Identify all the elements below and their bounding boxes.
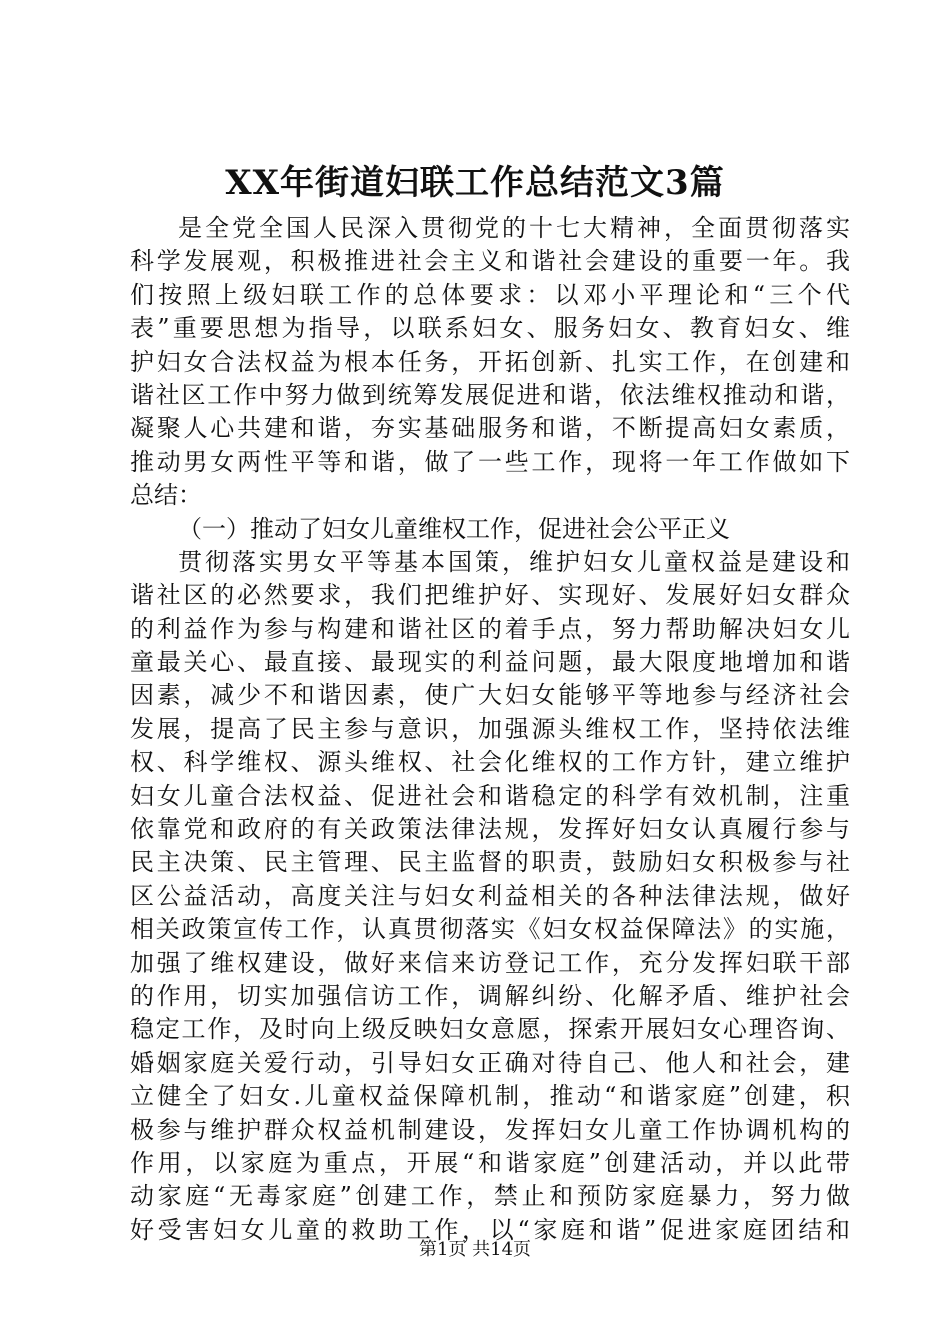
text-line: 好受害妇女儿童的救助工作，以“家庭和谐”促进家庭团结和: [130, 1215, 850, 1244]
text-line: 立健全了妇女.儿童权益保障机制，推动“和谐家庭”创建，积: [130, 1082, 850, 1111]
document-body: [130, 212, 850, 1247]
text-line: 因素，减少不和谐因素，使广大妇女能够平等地参与经济社会: [130, 681, 850, 710]
text-line: 权、科学维权、源头维权、社会化维权的工作方针，建立维护: [130, 748, 850, 777]
text-line: 依靠党和政府的有关政策法律法规，发挥好妇女认真履行参与: [130, 815, 850, 844]
text-line: 发展，提高了民主参与意识，加强源头维权工作，坚持依法维: [130, 714, 850, 743]
text-line: 的作用，切实加强信访工作，调解纠纷、化解矛盾、维护社会: [130, 981, 850, 1010]
text-line: 稳定工作，及时向上级反映妇女意愿，探索开展妇女心理咨询、: [130, 1015, 850, 1044]
text-line: 的利益作为参与构建和谐社区的着手点，努力帮助解决妇女儿: [130, 614, 850, 643]
paragraph-rights: [130, 546, 850, 1247]
text-line: 护妇女合法权益为根本任务，开拓创新、扎实工作，在创建和: [130, 347, 850, 376]
text-line: 谐社区工作中努力做到统筹发展促进和谐，依法维权推动和谐，: [130, 380, 850, 409]
text-line: 民主决策、民主管理、民主监督的职责，鼓励妇女积极参与社: [130, 848, 850, 877]
text-line: 婚姻家庭关爱行动，引导妇女正确对待自己、他人和社会，建: [130, 1048, 850, 1077]
text-line: 妇女儿童合法权益、促进社会和谐稳定的科学有效机制，注重: [130, 781, 850, 810]
text-line: 区公益活动，高度关注与妇女利益相关的各种法律法规，做好: [130, 881, 850, 910]
text-line: 作用，以家庭为重点，开展“和谐家庭”创建活动，并以此带: [130, 1148, 850, 1177]
text-line: 科学发展观，积极推进社会主义和谐社会建设的重要一年。我: [130, 247, 850, 276]
text-line: 童最关心、最直接、最现实的利益问题，最大限度地增加和谐: [130, 648, 850, 677]
text-line: 极参与维护群众权益机制建设，发挥妇女儿童工作协调机构的: [130, 1115, 850, 1144]
text-line: 总结：: [130, 481, 202, 510]
text-line: 是全党全国人民深入贯彻党的十七大精神，全面贯彻落实: [178, 214, 850, 242]
section-heading: （一）推动了妇女儿童维权工作，促进社会公平正义: [178, 514, 730, 543]
paragraph-intro: [130, 212, 850, 513]
text-line: 们按照上级妇联工作的总体要求：以邓小平理论和“三个代: [130, 280, 850, 309]
text-line: 推动男女两性平等和谐，做了一些工作，现将一年工作做如下: [130, 447, 850, 476]
text-line: 凝聚人心共建和谐，夯实基础服务和谐，不断提高妇女素质，: [130, 414, 850, 443]
text-line: 加强了维权建设，做好来信来访登记工作，充分发挥妇联干部: [130, 948, 850, 977]
text-line: 谐社区的必然要求，我们把维护好、实现好、发展好妇女群众: [130, 581, 850, 610]
page-number: 第1页 共14页: [418, 1239, 532, 1260]
text-line: 表”重要思想为指导，以联系妇女、服务妇女、教育妇女、维: [130, 314, 850, 343]
text-line: 动家庭“无毒家庭”创建工作，禁止和预防家庭暴力，努力做: [130, 1182, 850, 1211]
document-title: XX年街道妇联工作总结范文3篇: [225, 163, 725, 203]
text-line: 相关政策宣传工作，认真贯彻落实《妇女权益保障法》的实施，: [130, 915, 850, 944]
text-line: 贯彻落实男女平等基本国策，维护妇女儿童权益是建设和: [178, 547, 850, 576]
